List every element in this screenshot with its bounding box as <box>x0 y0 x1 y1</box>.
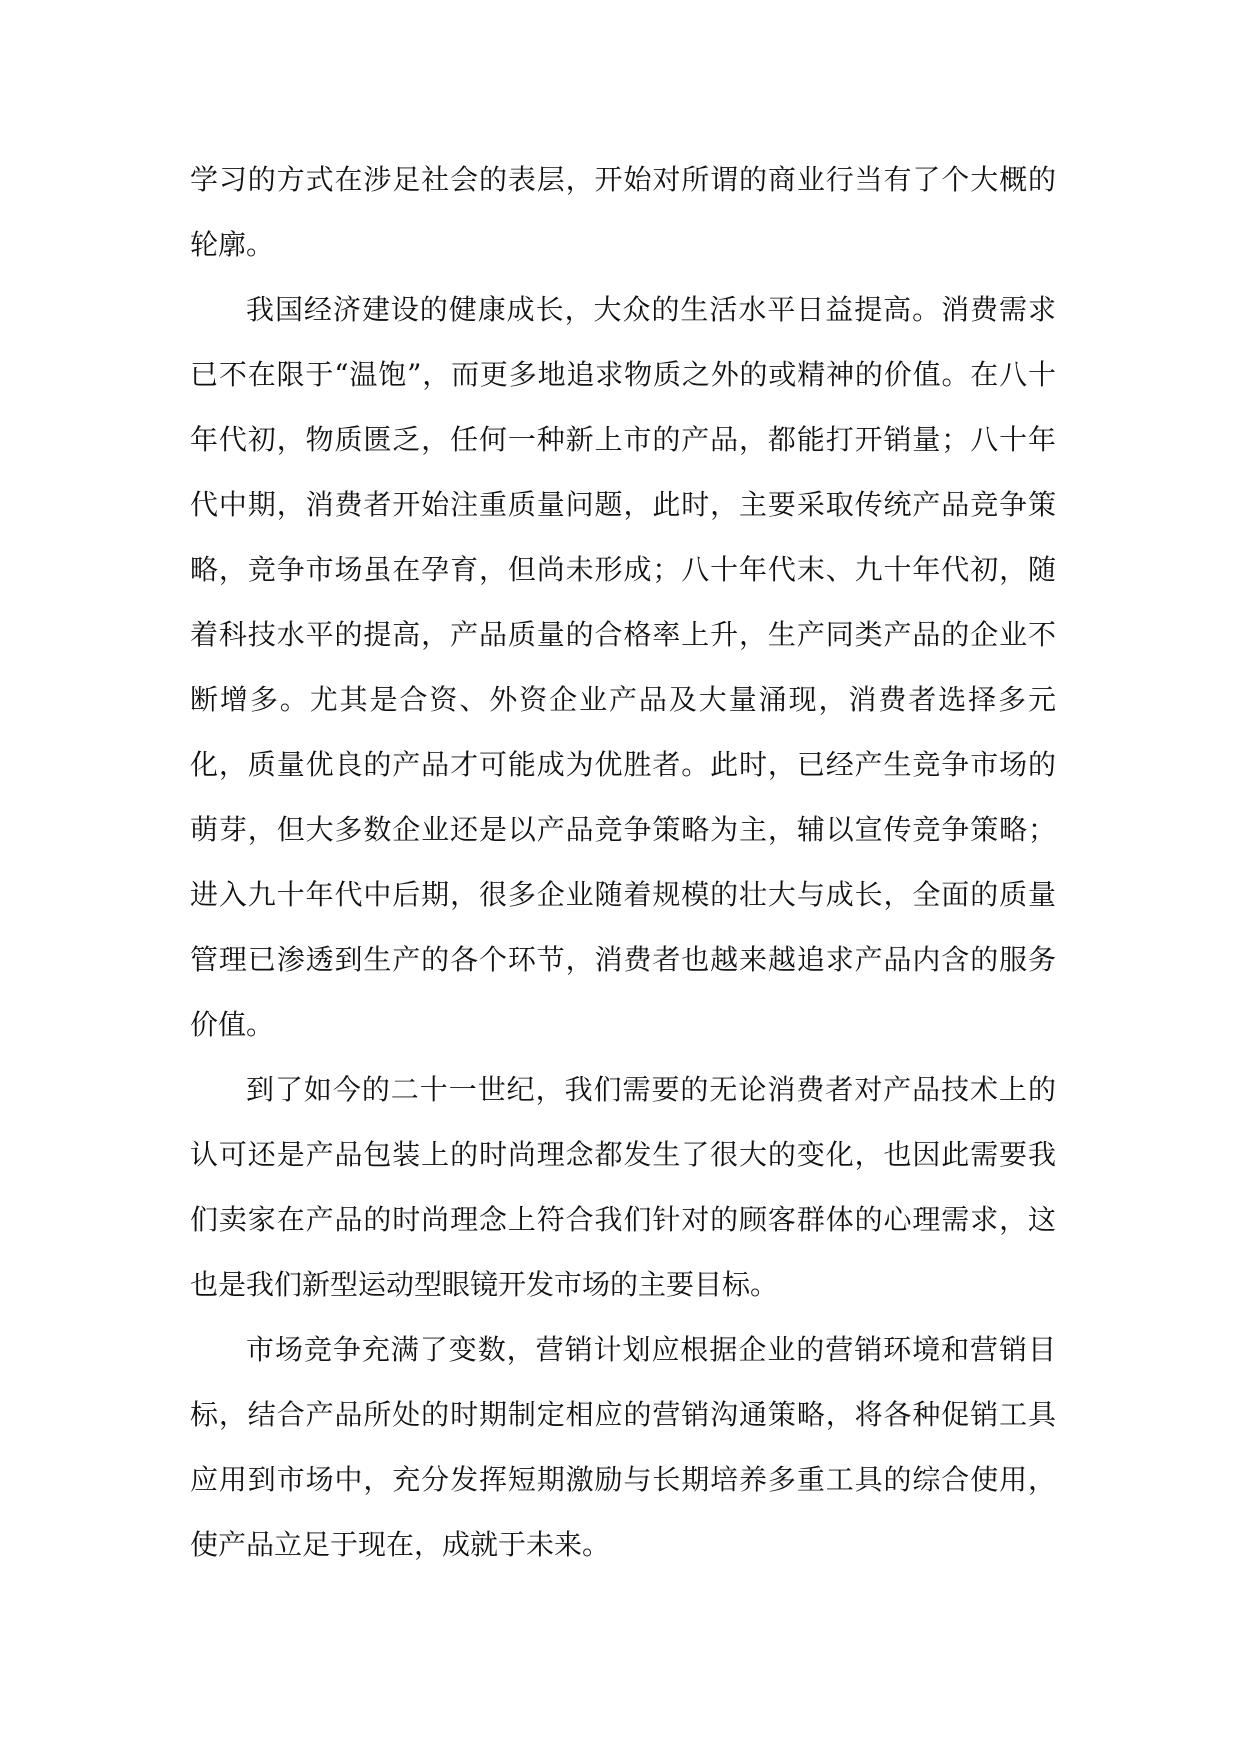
paragraph-economic-development: 我国经济建设的健康成长，大众的生活水平日益提高。消费需求已不在限于“温饱”，而更多地追求物质之外的或精神的价值。在八十年代初，物质匮乏，任何一种新上市的产品，都能打开销量；八十年代中期，消费者开始注重质量问题，此时，主要采取传统产品竞争策略，竞争市场虽在孕育，但尚未形成；八十年代末、九十年代初，随着科技水平的提高，产品质量的合格率上升，生产同类产品的企业不断增多。尤其是合资、外资企业产品及大量涌现，消费者选择多元化，质量优良的产品才可能成为优胜者。此时，已经产生竞争市场的萌芽，但大多数企业还是以产品竞争策略为主，辅以宣传竞争策略；进入九十年代中后期，很多企业随着规模的壮大与成长，全面的质量管理已渗透到生产的各个环节，消费者也越来越追求产品内含的服务价值。 <box>190 293 1056 1041</box>
paragraph-continued: 学习的方式在涉足社会的表层，开始对所谓的商业行当有了个大概的轮廓。 <box>190 163 1056 261</box>
paragraph-market-competition: 市场竞争充满了变数，营销计划应根据企业的营销环境和营销目标，结合产品所处的时期制定相应的营销沟通策略，将各种促销工具应用到市场中，充分发挥短期激励与长期培养多重工具的综合使用，使产品立足于现在，成就于未来。 <box>190 1333 1056 1561</box>
paragraph-twenty-first-century: 到了如今的二十一世纪，我们需要的无论消费者对产品技术上的认可还是产品包装上的时尚理念都发生了很大的变化，也因此需要我们卖家在产品的时尚理念上符合我们针对的顾客群体的心理需求，这也是我们新型运动型眼镜开发市场的主要目标。 <box>190 1073 1056 1301</box>
body-text <box>190 147 1056 1577</box>
